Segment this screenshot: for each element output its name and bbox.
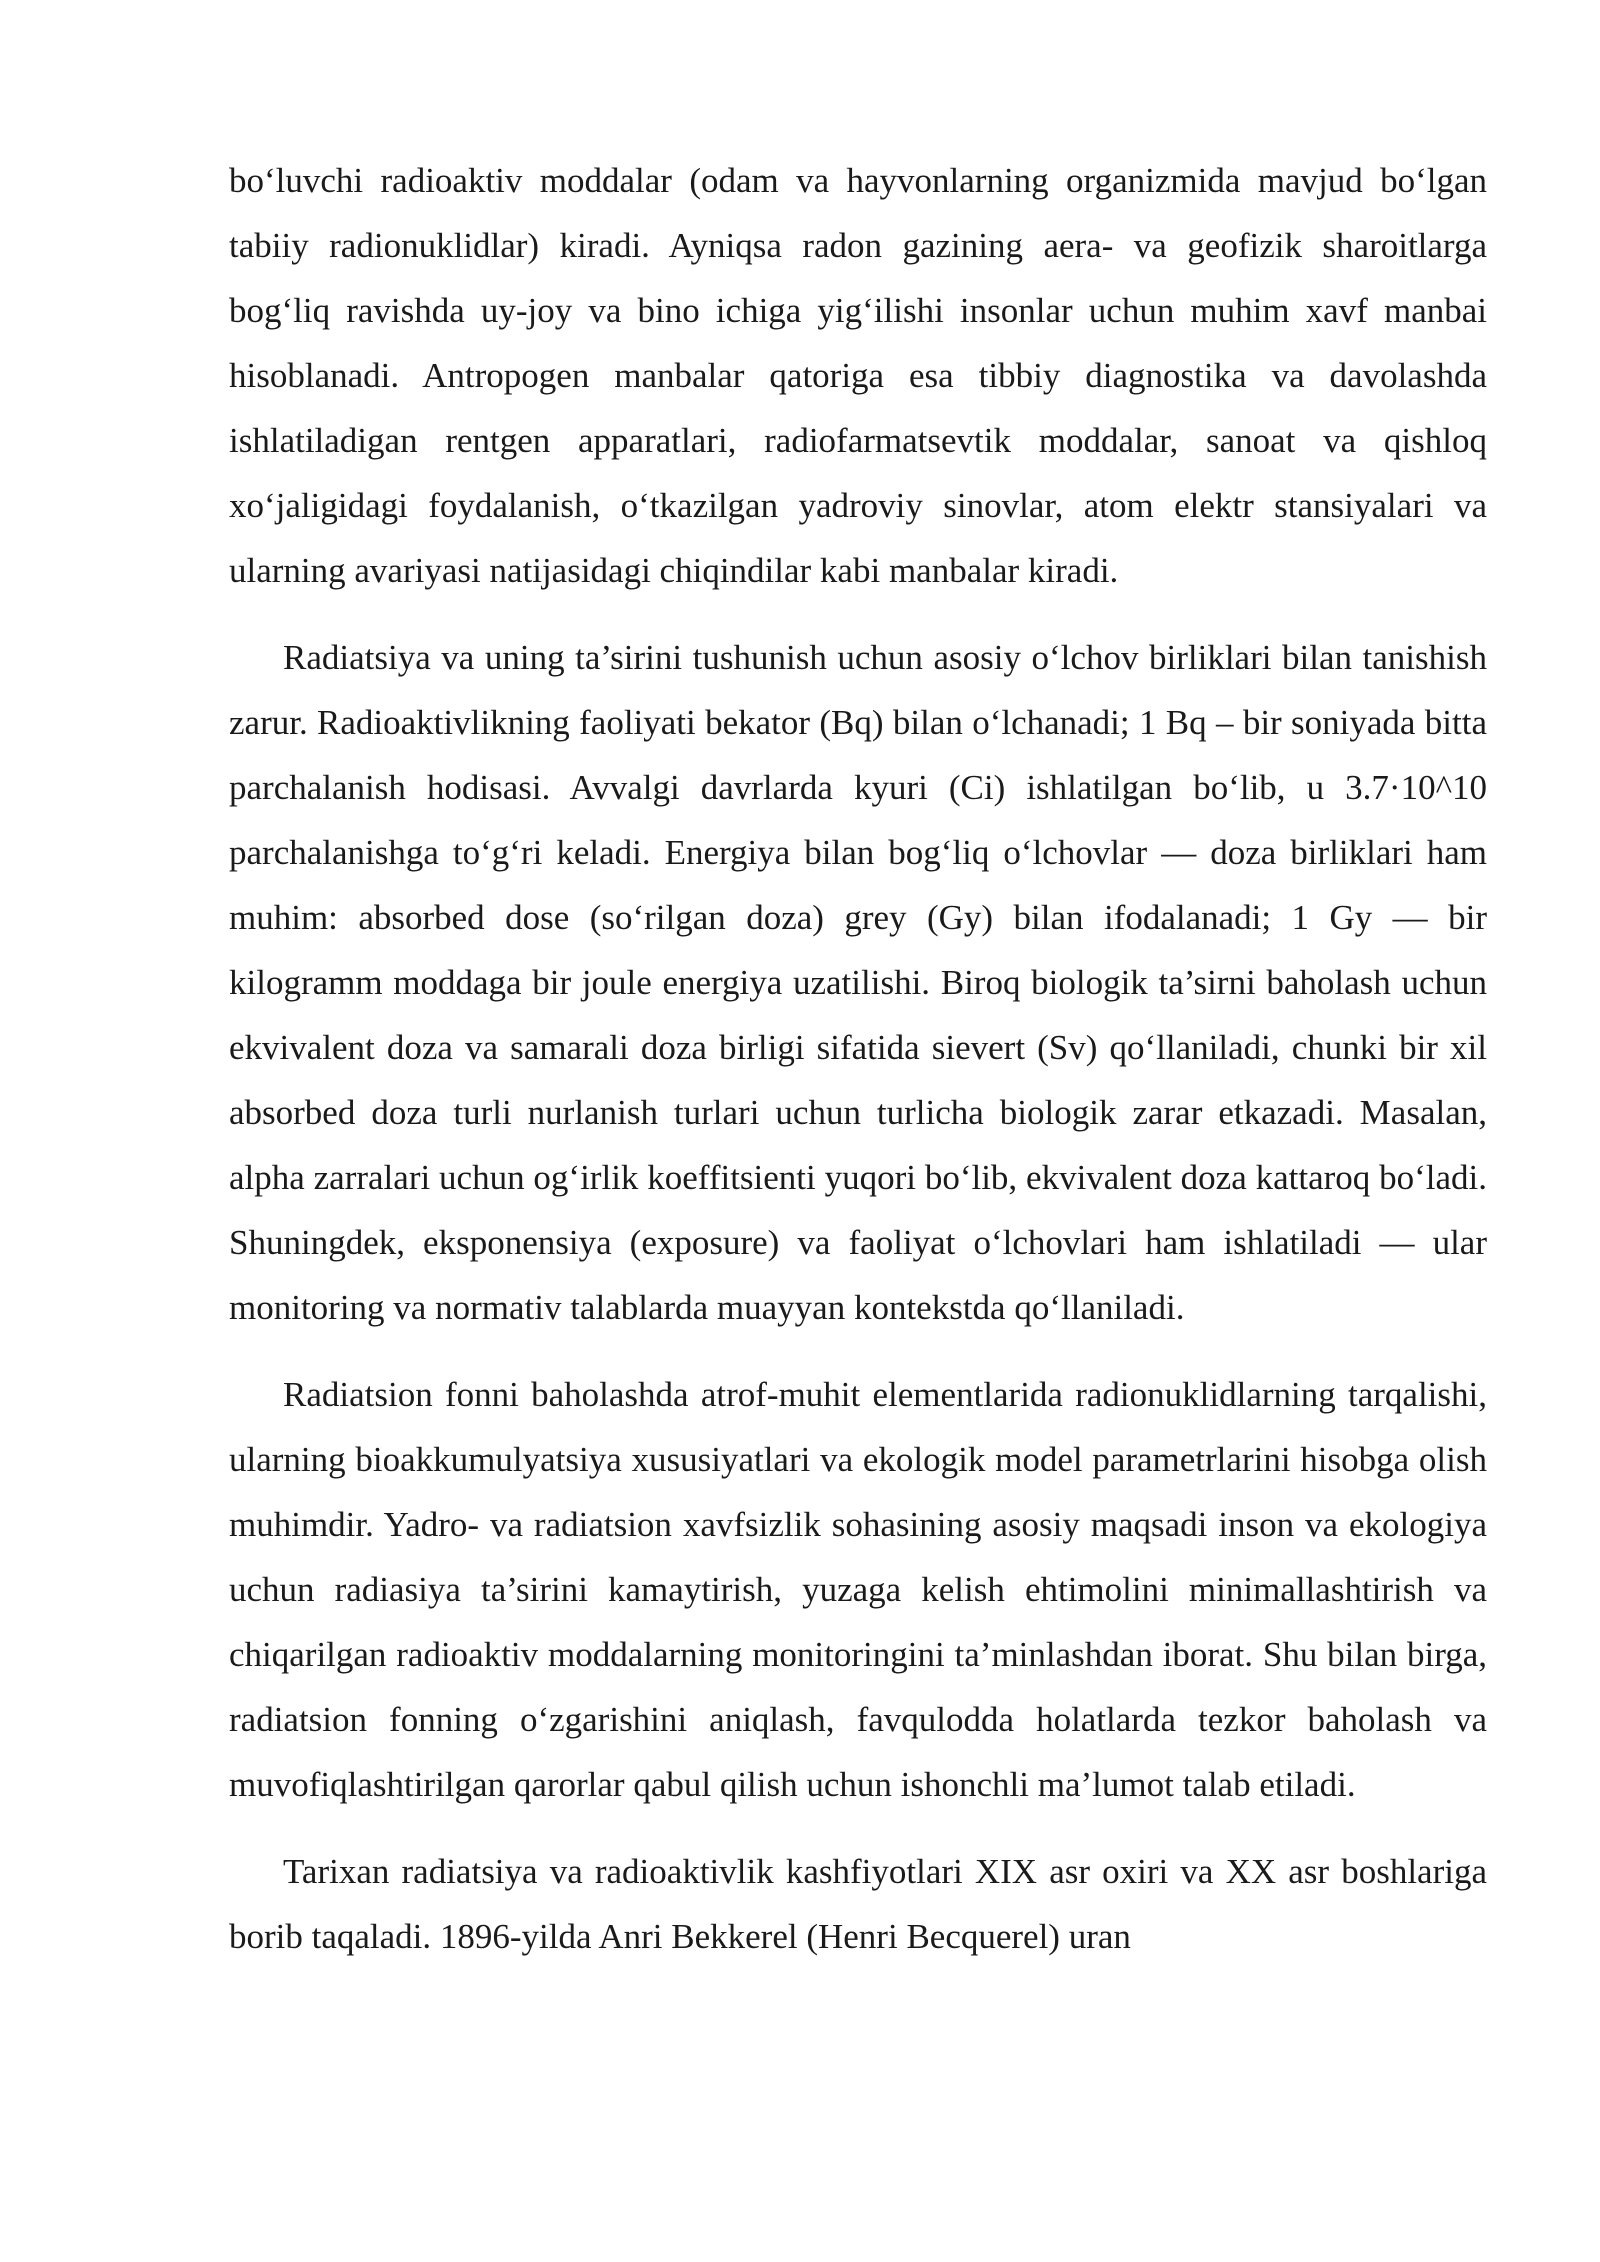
body-text: [229, 148, 1487, 1991]
paragraph-2: Radiatsiya va uning ta’sirini tushunish uchun asosiy o‘lchov birliklari bilan tanishish zarur. Radioaktivlikning faoliyati bekator (Bq) bilan o‘lchanadi; 1 Bq – bir soniyada bitta parchalanish hodisasi. Avvalgi davrlarda kyuri (Ci) ishlatilgan bo‘lib, u 3.7·10^10 parchalanishga to‘g‘ri keladi. Energiya bilan bog‘liq o‘lchovlar — doza birliklari ham muhim: absorbed dose (so‘rilgan doza) grey (Gy) bilan ifodalanadi; 1 Gy — bir kilogramm moddaga bir joule energiya uzatilishi. Biroq biologik ta’sirni baholash uchun ekvivalent doza va samarali doza birligi sifatida sievert (Sv) qo‘llaniladi, chunki bir xil absorbed doza turli nurlanish turlari uchun turlicha biologik zarar etkazadi. Masalan, alpha zarralari uchun og‘irlik koeffitsienti yuqori bo‘lib, ekvivalent doza kattaroq bo‘ladi. Shuningdek, eksponensiya (exposure) va faoliyat o‘lchovlari ham ishlatiladi — ular monitoring va normativ talablarda muayyan kontekstda qo‘llaniladi.: [229, 638, 1487, 1327]
paragraph-3: Radiatsion fonni baholashda atrof-muhit elementlarida radionuklidlarning tarqalishi, ularning bioakkumulyatsiya xususiyatlari va ekologik model parametrlarini hisobga olish muhimdir. Yadro- va radiatsion xavfsizlik sohasining asosiy maqsadi inson va ekologiya uchun radiasiya ta’sirini kamaytirish, yuzaga kelish ehtimolini minimallashtirish va chiqarilgan radioaktiv moddalarning monitoringini ta’minlashdan iborat. Shu bilan birga, radiatsion fonning o‘zgarishini aniqlash, favqulodda holatlarda tezkor baholash va muvofiqlashtirilgan qarorlar qabul qilish uchun ishonchli ma’lumot talab etiladi.: [229, 1375, 1487, 1804]
paragraph-1: bo‘luvchi radioaktiv moddalar (odam va hayvonlarning organizmida mavjud bo‘lgan tabiiy radionuklidlar) kiradi. Ayniqsa radon gazining aera- va geofizik sharoitlarga bog‘liq ravishda uy-joy va bino ichiga yig‘ilishi insonlar uchun muhim xavf manbai hisoblanadi. Antropogen manbalar qatoriga esa tibbiy diagnostika va davolashda ishlatiladigan rentgen apparatlari, radiofarmatsevtik moddalar, sanoat va qishloq xo‘jaligidagi foydalanish, o‘tkazilgan yadroviy sinovlar, atom elektr stansiyalari va ularning avariyasi natijasidagi chiqindilar kabi manbalar kiradi.: [229, 161, 1487, 590]
paragraph-4: Tarixan radiatsiya va radioaktivlik kashfiyotlari XIX asr oxiri va XX asr boshlariga borib taqaladi. 1896-yilda Anri Bekkerel (Henri Becquerel) uran: [229, 1852, 1487, 1956]
